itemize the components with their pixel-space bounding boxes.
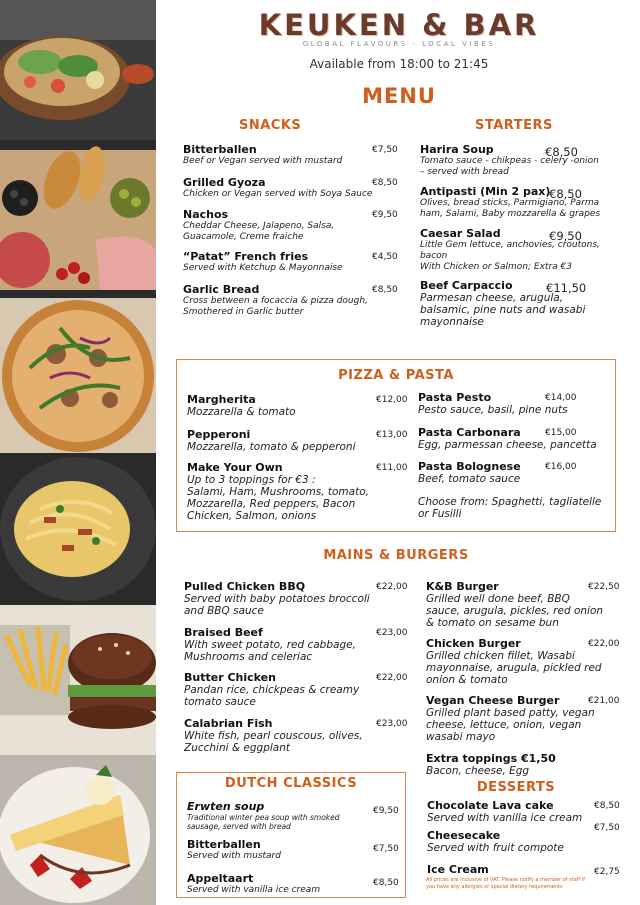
- pizza-pasta-heading: PIZZA & PASTA: [338, 368, 454, 383]
- menu-item-description: With sweet potato, red cabbage, Mushrooms and celeriac: [184, 639, 356, 663]
- menu-item-price: €13,00: [376, 430, 408, 440]
- menu-item-name: Chicken Burger: [426, 637, 521, 650]
- antipasti-board-photo: [0, 140, 156, 298]
- menu-item-price: €22,00: [376, 673, 408, 683]
- menu-item-name: Harira Soup: [420, 143, 494, 156]
- menu-item-name: Erwten soup: [187, 800, 265, 813]
- menu-item: [418, 391, 618, 416]
- menu-item-price: €7,50: [594, 823, 620, 833]
- menu-item-price: €15,00: [545, 428, 577, 438]
- menu-item-description: Up to 3 toppings for €3 : Salami, Ham, Mushrooms, tomato, Mozzarella, Red peppers, Bacon Chicken, Salmon, onions: [187, 474, 369, 522]
- menu-item-price: €11,00: [376, 463, 408, 473]
- menu-item: [184, 717, 384, 754]
- menu-item-description: Mozzarella & tomato: [187, 406, 296, 418]
- menu-item-description: Grilled plant based patty, vegan cheese, lettuce, onion, vegan wasabi mayo: [426, 707, 595, 743]
- menu-item-description: Beef or Vegan served with mustard: [183, 156, 343, 166]
- menu-item: [187, 838, 387, 862]
- menu-item-description: Served with fruit compote: [427, 842, 564, 854]
- menu-item-price: €8,50: [545, 145, 578, 159]
- menu-item-price: €7,50: [373, 844, 399, 854]
- pizza-photo: [0, 298, 156, 453]
- menu-item-price: €22,00: [588, 639, 620, 649]
- menu-item: [187, 393, 397, 418]
- menu-item: [187, 428, 397, 453]
- menu-item-name: Pulled Chicken BBQ: [184, 580, 306, 593]
- menu-item: [184, 626, 384, 663]
- menu-item-price: €22,00: [376, 582, 408, 592]
- menu-item-description: Tomato sauce - chikpeas - celery -onion – served with bread: [420, 156, 599, 177]
- menu-item: [187, 461, 397, 522]
- menu-item-description: Egg, parmessan cheese, pancetta: [418, 439, 597, 451]
- menu-item-price: €8,50: [372, 178, 398, 188]
- menu-item-price: €14,00: [545, 393, 577, 403]
- menu-item-name: Chocolate Lava cake: [427, 799, 554, 812]
- menu-item-name: Grilled Gyoza: [183, 176, 266, 189]
- salad-bowl-photo: [0, 0, 156, 140]
- menu-item-description: Served with Ketchup & Mayonnaise: [183, 263, 343, 273]
- desserts-heading: DESSERTS: [476, 780, 556, 795]
- menu-item-price: €23,00: [376, 628, 408, 638]
- menu-item-name: Pasta Pesto: [418, 391, 492, 404]
- menu-item: [183, 283, 373, 318]
- menu-item-price: €21,00: [588, 696, 620, 706]
- pasta-choice-note: [418, 496, 618, 520]
- menu-item-name: Butter Chicken: [184, 671, 276, 684]
- menu-item: [427, 863, 597, 876]
- menu-item-description: Pesto sauce, basil, pine nuts: [418, 404, 568, 416]
- extra-toppings: [426, 752, 616, 777]
- snacks-heading: SNACKS: [239, 118, 302, 133]
- brand-tagline: GLOBAL FLAVOURS - LOCAL VIBES: [302, 40, 496, 48]
- menu-item: [183, 176, 373, 200]
- menu-item-description: Served with mustard: [187, 851, 281, 861]
- menu-item-description: Mozzarella, tomato & pepperoni: [187, 441, 356, 453]
- extra-toppings-name: Extra toppings €1,50: [426, 752, 556, 765]
- extra-toppings-desc: Bacon, cheese, Egg: [426, 765, 530, 777]
- brand-logo: KEUKEN & BAR: [258, 8, 540, 42]
- menu-item: [427, 799, 597, 824]
- menu-item: [184, 671, 384, 708]
- menu-item-price: €22,50: [588, 582, 620, 592]
- menu-item-price: €11,50: [546, 281, 587, 295]
- menu-item: [427, 829, 597, 854]
- menu-item-name: Calabrian Fish: [184, 717, 273, 730]
- menu-item-description: Little Gem lettuce, anchovies, croutons, bacon With Chicken or Salmon; Extra €3: [420, 240, 600, 272]
- menu-item-description: Cross between a focaccia & pizza dough, Smothered in Garlic butter: [183, 296, 368, 317]
- menu-item-price: €9,50: [549, 229, 582, 243]
- menu-item-name: Caesar Salad: [420, 227, 501, 240]
- menu-item-description: Traditional winter pea soup with smoked sausage, served with bread: [187, 813, 340, 831]
- menu-item-description: Served with vanilla ice cream: [187, 885, 321, 895]
- food-photo-strip: [0, 0, 156, 905]
- menu-item-price: €9,50: [372, 210, 398, 220]
- menu-item-price: €9,50: [373, 806, 399, 816]
- menu-item-price: €8,50: [373, 878, 399, 888]
- dutch-classics-heading: DUTCH CLASSICS: [224, 776, 358, 791]
- menu-item-description: Served with vanilla ice cream: [427, 812, 583, 824]
- menu-item-name: Nachos: [183, 208, 229, 221]
- pasta-plate-photo: [0, 453, 156, 605]
- menu-item-description: Grilled chicken fillet, Wasabi mayonnaise, arugula, pickled red onion & tomato: [426, 650, 602, 686]
- menu-item-description: Chicken or Vegan served with Soya Sauce: [183, 189, 373, 199]
- menu-item: [187, 872, 387, 896]
- menu-item-description: Pandan rice, chickpeas & creamy tomato sauce: [184, 684, 360, 708]
- menu-item: [183, 143, 373, 167]
- starters-heading: STARTERS: [475, 118, 553, 133]
- menu-item-description: Parmesan cheese, arugula, balsamic, pine nuts and wasabi mayonnaise: [420, 292, 586, 328]
- menu-item-price: €7,50: [372, 145, 398, 155]
- menu-item: [418, 426, 618, 451]
- menu-item-name: Vegan Cheese Burger: [426, 694, 560, 707]
- menu-item-name: Make Your Own: [187, 461, 283, 474]
- menu-item-price: €4,50: [372, 252, 398, 262]
- menu-item-price: €8,50: [594, 801, 620, 811]
- pasta-choice-text: Choose from: Spaghetti, tagliatelle or Fusilli: [418, 496, 602, 520]
- menu-item-name: K&B Burger: [426, 580, 499, 593]
- menu-item: [184, 580, 384, 617]
- menu-item-name: Appeltaart: [187, 872, 254, 885]
- menu-item-price: €12,00: [376, 395, 408, 405]
- menu-item-price: €23,00: [376, 719, 408, 729]
- menu-item-description: Beef, tomato sauce: [418, 473, 521, 485]
- menu-item-description: Served with baby potatoes broccoli and BBQ sauce: [184, 593, 370, 617]
- menu-item-name: Antipasti (Min 2 pax): [420, 185, 551, 198]
- menu-item-name: Cheesecake: [427, 829, 501, 842]
- menu-item-description: Olives, bread sticks, Parmigiano, Parma ham, Salami, Baby mozzarella & grapes: [420, 198, 601, 219]
- mains-heading: MAINS & BURGERS: [323, 548, 469, 563]
- menu-item: [187, 800, 387, 831]
- menu-item-price: €2,75: [594, 867, 620, 877]
- menu-item-description: White fish, pearl couscous, olives, Zucchini & eggplant: [184, 730, 363, 754]
- menu-item-name: Bitterballen: [183, 143, 257, 156]
- availability-hours: Available from 18:00 to 21:45: [309, 57, 489, 71]
- menu-item-price: €8,50: [372, 285, 398, 295]
- menu-item-price: €8,50: [549, 187, 582, 201]
- menu-item-name: Pasta Bolognese: [418, 460, 521, 473]
- menu-item-name: Beef Carpaccio: [420, 279, 513, 292]
- menu-item: [418, 460, 618, 485]
- menu-item-price: €16,00: [545, 462, 577, 472]
- menu-item: [183, 208, 373, 243]
- menu-item-name: Pepperoni: [187, 428, 251, 441]
- menu-item-description: Cheddar Cheese, Jalapeno, Salsa, Guacamole, Creme fraiche: [183, 221, 335, 242]
- burger-fries-photo: [0, 605, 156, 755]
- menu-item-name: Ice Cream: [427, 863, 489, 876]
- appeltaart-photo: [0, 755, 156, 905]
- vat-allergy-footnote: All prices are inclusive of VAT. Please notify a member of staff if you have any allergies or special dietary requirements: [426, 877, 585, 890]
- menu-item-name: Braised Beef: [184, 626, 263, 639]
- menu-item-name: Pasta Carbonara: [418, 426, 521, 439]
- menu-item: [420, 143, 610, 178]
- menu-item-name: “Patat” French fries: [183, 250, 309, 263]
- menu-item-name: Margherita: [187, 393, 256, 406]
- menu-item-name: Garlic Bread: [183, 283, 260, 296]
- menu-title: MENU: [362, 84, 436, 108]
- menu-item-name: Bitterballen: [187, 838, 261, 851]
- menu-item-description: Grilled well done beef, BBQ sauce, arugula, pickles, red onion & tomato on sesame bun: [426, 593, 604, 629]
- menu-item: [183, 250, 373, 274]
